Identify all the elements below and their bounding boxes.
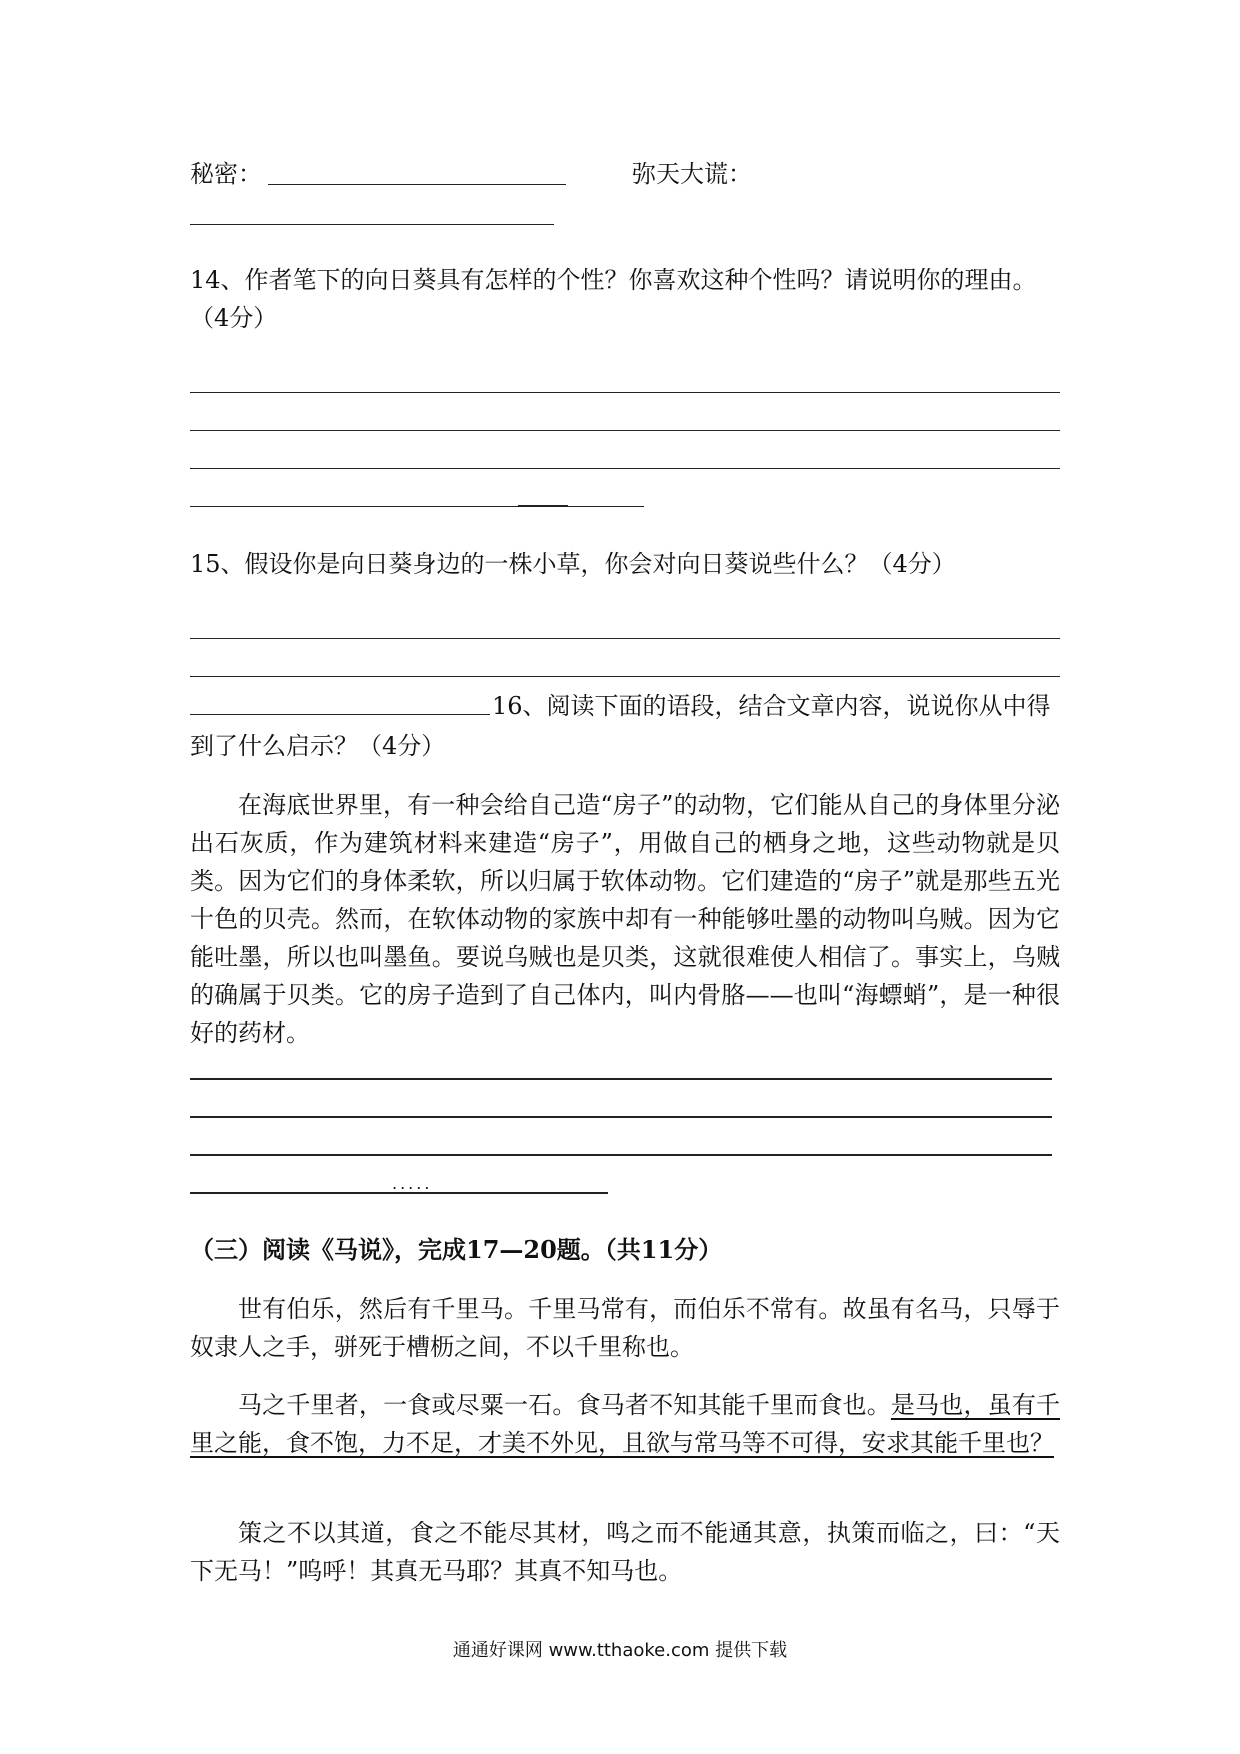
answer-line-14-3	[190, 468, 1060, 469]
question-15-prompt: 15、假设你是向日葵身边的一株小草，你会对向日葵说些什么？（4分）	[190, 550, 956, 578]
answer-line-14-4	[190, 506, 644, 507]
mashuo-paragraph-2-underlined: 是马也，虽有千里之能，食不饱，力不足，才美不外见，且欲与常马等不可得，安求其能千里也？	[190, 1391, 1061, 1457]
label-secret: 秘密：	[190, 160, 262, 188]
page-footer: 通通好课网 www.tthaoke.com 提供下载	[452, 1640, 788, 1661]
question-16-prompt: 16、阅读下面的语段，结合文章内容，说说你从中得	[492, 692, 1051, 720]
answer-line-15-3	[190, 714, 490, 715]
question-16-prompt-cont: 到了什么启示？（4分）	[190, 732, 446, 760]
label-lie: 弥天大谎：	[632, 160, 752, 188]
answer-line-16-2	[190, 1116, 1052, 1118]
question-14-score: （4分）	[190, 304, 278, 332]
question-16-passage: 在海底世界里，有一种会给自己造“房子”的动物，它们能从自己的身体里分泌出石灰质，作为建筑材料来建造“房子”，用做自己的栖身之地，这些动物就是贝类。因为它们的身体柔软，所以归属于软体动物。它们建造的“房子”就是那些五光十色的贝壳。然而，在软体动物的家族中却有一种能够吐墨的动物叫乌贼。因为它能吐墨，所以也叫墨鱼。要说乌贼也是贝类，这就很难使人相信了。事实上，乌贼的确属于贝类。它的房子造到了自己体内，叫内骨胳——也叫“海螵蛸”，是一种很好的药材。	[190, 791, 1060, 1047]
mashuo-paragraph-2-plain: 马之千里者，一食或尽粟一石。食马者不知其能千里而食也。	[238, 1391, 891, 1419]
answer-line-secret	[268, 184, 566, 185]
question-14-prompt: 14、作者笔下的向日葵具有怎样的个性？你喜欢这种个性吗？请说明你的理由。	[190, 266, 1037, 294]
mashuo-paragraph-1: 世有伯乐，然后有千里马。千里马常有，而伯乐不常有。故虽有名马，只辱于奴隶人之手，骈死于槽枥之间，不以千里称也。	[190, 1295, 1060, 1361]
answer-line-14-mark	[518, 505, 568, 507]
mashuo-paragraph-2	[190, 1386, 1060, 1462]
mashuo-paragraph-3: 策之不以其道，食之不能尽其材，鸣之而不能通其意，执策而临之，曰：“天下无马！”呜呼！其真无马耶？其真不知马也。	[190, 1519, 1060, 1585]
answer-line-16-3	[190, 1154, 1052, 1156]
answer-line-16-1	[190, 1078, 1052, 1080]
answer-line-15-2	[190, 676, 1060, 677]
answer-line-lie	[190, 224, 554, 225]
answer-line-15-1	[190, 638, 1060, 639]
section-3-heading: （三）阅读《马说》，完成17—20题。（共11分）	[190, 1235, 723, 1264]
answer-line-14-2	[190, 430, 1060, 431]
dotted-marks: .....	[392, 1174, 433, 1193]
answer-line-14-1	[190, 392, 1060, 393]
